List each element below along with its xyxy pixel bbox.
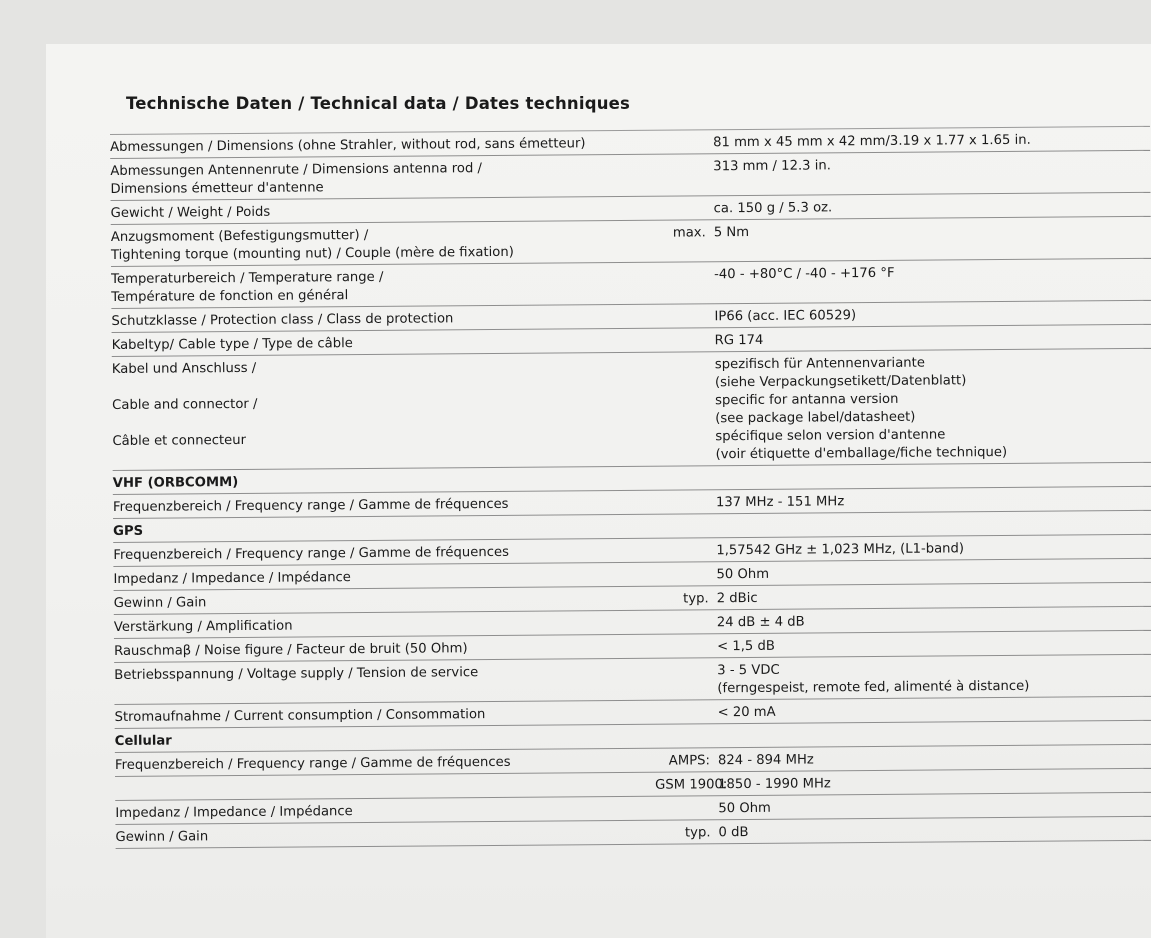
spec-label-line: Rauschmaβ / Noise figure / Facteur de bruit (50 Ohm) xyxy=(114,641,468,659)
spec-label xyxy=(115,725,655,752)
spec-value-line: RG 174 xyxy=(714,332,764,349)
spec-value-line: ca. 150 g / 5.3 oz. xyxy=(713,200,833,217)
spec-label xyxy=(115,773,655,800)
spec-value-line: specific for antanna version xyxy=(715,391,899,409)
spec-value-line: 824 - 894 MHz xyxy=(717,752,814,769)
spec-prefix xyxy=(654,634,717,639)
spec-label xyxy=(110,155,650,200)
spec-prefix xyxy=(651,262,714,267)
spec-label-line: Frequenzbereich / Frequency range / Gamme de fréquences xyxy=(114,754,511,773)
spec-label-line: Impedanz / Impedance / Impédance xyxy=(115,804,353,821)
spec-value-line: 0 dB xyxy=(718,825,749,841)
spec-value-line: < 20 mA xyxy=(717,704,776,721)
spec-label-line: Temperaturbereich / Temperature range / xyxy=(111,269,384,287)
spec-label xyxy=(113,467,653,494)
page-title: Technische Daten / Technical data / Dates techniques xyxy=(126,94,631,113)
spec-value-line: 50 Ohm xyxy=(716,566,770,583)
spec-value-line: 1850 - 1990 MHz xyxy=(718,776,831,793)
spec-value-line: 81 mm x 45 mm x 42 mm/3.19 x 1.77 x 1.65 in. xyxy=(713,132,1031,151)
spec-prefix xyxy=(652,352,715,357)
spec-value xyxy=(717,607,1147,633)
spec-label-line: Dimensions émetteur d'antenne xyxy=(110,180,324,197)
spec-prefix xyxy=(653,538,716,543)
spec-label-line: Kabeltyp/ Cable type / Type de câble xyxy=(111,336,353,353)
spec-prefix xyxy=(655,796,718,801)
spec-value-line: (see package label/datasheet) xyxy=(715,409,916,427)
spec-value xyxy=(717,697,1147,723)
spec-value-line: 24 dB ± 4 dB xyxy=(716,614,805,631)
spec-value-line xyxy=(716,467,1146,488)
spec-label-line: Verstärkung / Amplification xyxy=(113,618,293,635)
spec-label-line: Température de fonction en général xyxy=(111,288,349,305)
spec-value xyxy=(717,655,1147,699)
spec-label-line: Câble et connecteur xyxy=(112,432,247,449)
spec-value xyxy=(714,217,1144,243)
spec-row xyxy=(112,349,1151,471)
spec-label xyxy=(111,305,651,332)
spec-value-line xyxy=(718,725,1148,746)
spec-prefix xyxy=(652,328,715,333)
spec-value-line: -40 - +80°C / -40 - +176 °F xyxy=(714,265,895,283)
spec-value xyxy=(718,817,1148,843)
spec-value-line: 3 - 5 VDC xyxy=(717,662,780,679)
spec-prefix xyxy=(651,196,714,201)
spec-value xyxy=(716,511,1146,537)
spec-value-line: spezifisch für Antennenvariante xyxy=(714,355,925,373)
spec-label-line: Gewicht / Weight / Poids xyxy=(110,204,271,221)
spec-value xyxy=(713,151,1143,177)
spec-label-line: Frequenzbereich / Frequency range / Gamme de fréquences xyxy=(112,496,509,515)
spec-prefix xyxy=(650,154,713,159)
spec-value xyxy=(715,349,1146,465)
spec-prefix: typ. xyxy=(684,825,711,841)
spec-label xyxy=(114,611,654,638)
spec-label-line: Gewinn / Gain xyxy=(113,595,207,611)
spec-value-line: 2 dBic xyxy=(716,590,758,607)
spec-label-line: VHF (ORBCOMM) xyxy=(112,475,239,491)
spec-label-line: Cellular xyxy=(114,733,172,749)
spec-prefix: GSM 1900: xyxy=(655,777,728,793)
spec-label xyxy=(115,821,655,848)
spec-value xyxy=(716,535,1146,561)
spec-value-line: 313 mm / 12.3 in. xyxy=(713,158,831,175)
spec-value xyxy=(718,721,1148,747)
spec-label-line: Frequenzbereich / Frequency range / Gamme de fréquences xyxy=(113,544,509,563)
spec-label xyxy=(114,701,654,728)
spec-value xyxy=(716,559,1146,585)
spec-label xyxy=(114,659,654,704)
spec-label-line: Anzugsmoment (Befestigungsmutter) / xyxy=(110,227,369,245)
spec-value-line: IP66 (acc. IEC 60529) xyxy=(714,308,857,325)
spec-value xyxy=(714,193,1144,219)
spec-value xyxy=(714,259,1144,285)
spec-prefix xyxy=(654,658,717,663)
spec-value xyxy=(718,793,1148,819)
spec-value xyxy=(714,301,1144,327)
spec-value-line: 137 MHz - 151 MHz xyxy=(715,494,845,511)
spec-label xyxy=(113,515,653,542)
spec-value-line: (siehe Verpackungsetikett/Datenblatt) xyxy=(714,373,967,391)
spec-table xyxy=(110,126,1151,849)
spec-value xyxy=(718,745,1148,771)
spec-value-line: (ferngespeist, remote fed, alimenté à distance) xyxy=(717,678,1030,697)
spec-label-line: GPS xyxy=(113,523,144,539)
spec-value xyxy=(716,463,1146,489)
spec-prefix: typ. xyxy=(683,591,709,607)
spec-value-line xyxy=(716,515,1146,536)
spec-prefix xyxy=(651,304,714,309)
spec-prefix xyxy=(653,466,716,471)
spec-value xyxy=(715,325,1145,351)
spec-value xyxy=(716,487,1146,513)
spec-value xyxy=(717,631,1147,657)
spec-label xyxy=(115,797,655,824)
spec-value-line: 5 Nm xyxy=(713,224,750,241)
spec-prefix xyxy=(653,490,716,495)
document-page xyxy=(46,44,1151,938)
spec-value-line: 1,57542 GHz ± 1,023 MHz, (L1-band) xyxy=(716,541,965,559)
spec-label-line: Gewinn / Gain xyxy=(115,829,209,845)
spec-label xyxy=(112,329,652,356)
spec-label xyxy=(111,221,651,266)
spec-label xyxy=(114,635,654,662)
spec-label-line: Tightening torque (mounting nut) / Couple (mère de fixation) xyxy=(110,244,514,263)
spec-label-line: Kabel und Anschluss / xyxy=(111,360,257,377)
spec-value-line: 50 Ohm xyxy=(718,800,771,817)
spec-label xyxy=(114,587,654,614)
spec-value-line: < 1,5 dB xyxy=(716,638,775,655)
spec-label xyxy=(110,131,650,158)
spec-label xyxy=(113,539,653,566)
spec-label-line: Cable and connector / xyxy=(112,396,258,413)
spec-value-line: spécifique selon version d'antenne xyxy=(715,427,946,445)
spec-prefix xyxy=(653,562,716,567)
spec-value-line: (voir étiquette d'emballage/fiche technique) xyxy=(715,444,1008,463)
spec-label xyxy=(111,197,651,224)
spec-prefix: AMPS: xyxy=(668,753,711,769)
spec-value xyxy=(717,583,1147,609)
spec-label-line: Betriebsspannung / Voltage supply / Tension de service xyxy=(114,665,479,683)
spec-label-line xyxy=(115,777,655,799)
spec-label-line: Impedanz / Impedance / Impédance xyxy=(113,570,351,587)
spec-label xyxy=(111,263,651,308)
spec-label-line: Abmessungen / Dimensions (ohne Strahler, without rod, sans émetteur) xyxy=(110,136,586,155)
spec-prefix xyxy=(654,610,717,615)
spec-label xyxy=(113,563,653,590)
spec-label xyxy=(112,353,653,470)
spec-value xyxy=(713,127,1143,153)
spec-label-line: Schutzklasse / Protection class / Class de protection xyxy=(111,311,454,329)
spec-value xyxy=(718,769,1148,795)
spec-prefix xyxy=(654,700,717,705)
spec-prefix xyxy=(655,724,718,729)
spec-label-line: Stromaufnahme / Current consumption / Consommation xyxy=(114,707,486,725)
spec-label-line: Abmessungen Antennenrute / Dimensions antenna rod / xyxy=(110,161,483,179)
spec-label xyxy=(113,491,653,518)
spec-prefix xyxy=(650,130,713,135)
spec-prefix: max. xyxy=(672,225,706,241)
spec-prefix xyxy=(653,514,716,519)
spec-label xyxy=(115,749,655,776)
